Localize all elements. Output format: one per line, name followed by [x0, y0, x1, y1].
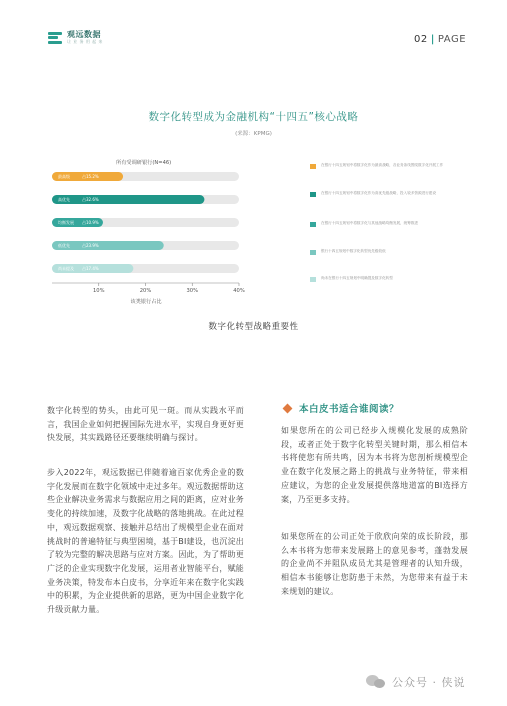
bar-value-label: 占23.9% — [82, 243, 99, 249]
right-paragraph-2: 如果您所在的公司正处于欣欣向荣的成长阶段，那么本书将为您带来发展路上的意见参考，蓬勃发展的企业尚不并阻队成员尤其是管理者的认知升级，相信本书能够让您防患于未然，为您带来有益于未来规划的建议。 — [281, 532, 468, 596]
right-paragraph-1: 如果您所在的公司已经步入规模化发展的成熟阶段，或者正处于数字化转型关键时期，那么相信本书将使您有所共鸣，因为本书将为您剖析规模型企业在数字化发展之路上的挑战与业务特征，带来相应建议，为您的企业发展提供落地道富的BI选择方案，乃至更多支持。 — [281, 426, 468, 504]
section-heading — [281, 401, 399, 415]
bar-value-label: 占15.2% — [82, 174, 99, 180]
chart-note — [310, 249, 460, 255]
bar-category-label: 低优先 — [58, 243, 70, 249]
brand-tagline: 让 业 务 用 起 来 — [67, 39, 103, 44]
bar-category-label: 高优先 — [58, 197, 70, 203]
note-text: 在银行十四五规划中将数字化作为高优先级战略，投入较多资源进行建设 — [321, 191, 436, 195]
chart-legend-title: 所有受调研银行(N=46) — [116, 160, 172, 166]
chart-note — [310, 191, 460, 197]
x-axis-label: 该类银行占比 — [130, 299, 162, 305]
figure-caption: 数字化转型战略重要性 — [208, 322, 299, 332]
note-text: 在银行十四五规划中将数字化与其他战略均衡发展，统筹推进 — [321, 221, 419, 225]
bar-value-label: 占10.9% — [82, 220, 99, 226]
diamond-bullet-icon — [283, 403, 293, 413]
section-title: 本白皮书适合谁阅读？ — [299, 404, 400, 415]
note-text: 尚未在银行十四五规划中明确提及数字化转型 — [321, 276, 393, 280]
left-column-continued — [47, 466, 244, 617]
right-column-continued — [281, 530, 468, 599]
x-tick-label: 20% — [139, 288, 152, 294]
watermark-text: 公众号 · 侠说 — [392, 676, 466, 689]
x-tick-label: 30% — [186, 288, 199, 294]
bar-category-label: 均衡发展 — [58, 220, 74, 226]
bar-category-label: 尚未提及 — [58, 266, 74, 272]
right-column — [281, 424, 468, 506]
note-color-swatch — [310, 277, 316, 282]
priority-bar-chart — [0, 0, 507, 320]
note-color-swatch — [310, 192, 316, 197]
note-color-swatch — [310, 164, 316, 169]
figure-title: 数字化转型成为金融机构“十四五”核心战略 — [148, 111, 359, 123]
bar-value-label: 占32.6% — [82, 197, 99, 203]
brand-name: 观远数据 — [67, 30, 101, 39]
watermark — [366, 674, 466, 690]
chart-note — [310, 163, 460, 169]
chart-note — [310, 276, 460, 282]
figure-source: (来源：KPMG) — [235, 131, 272, 137]
bar-category-label: 最高级 — [58, 174, 70, 180]
page-number-indicator: 02 | PAGE — [414, 34, 467, 45]
note-text: 银行十四五规划中数字化转型优先级较低 — [321, 249, 386, 253]
chart-note — [310, 221, 460, 227]
x-tick-label: 10% — [92, 288, 105, 294]
left-paragraph-2: 步入2022年，观远数据已伴随着逾百家优秀企业的数字化发展而在数字化领域中走过多年。观远数据帮助这些企业解决业务需求与数据应用之间的距离，应对业务变化的持续加速，及数字化战略的落地挑战。在此过程中，观远数据观察、接触并总结出了规模型企业在面对挑战时的普遍特征与典型困境，基于BI建设，也沉淀出了较为完整的解决思路与应对方案。因此，为了帮助更广泛的企业实现数字化发展，运用者业智能平台，赋能业务决策，特发布本白皮书，分享近年来在数字化实践中的积累，为企业提供新的思路，更为中国企业数字化升级贡献力量。 — [47, 468, 244, 615]
wechat-icon — [366, 675, 386, 689]
note-text: 在银行十四五规划中将数字化作为最高战略，各业务条线围绕数字化开展工作 — [321, 163, 444, 167]
note-color-swatch — [310, 222, 316, 227]
page-number: 02 — [414, 34, 428, 45]
bar — [52, 195, 204, 204]
bar-value-label: 占17.4% — [82, 266, 99, 272]
note-color-swatch — [310, 250, 316, 255]
x-tick-label: 40% — [233, 288, 245, 294]
page-label: PAGE — [437, 34, 467, 45]
left-column — [47, 404, 244, 445]
left-paragraph-1: 数字化转型的势头，由此可见一斑。而从实践水平而言，我国企业如何把握国际先进水平，实现自身更好更快发展，其实践路径还要继续明确与探讨。 — [47, 406, 244, 443]
